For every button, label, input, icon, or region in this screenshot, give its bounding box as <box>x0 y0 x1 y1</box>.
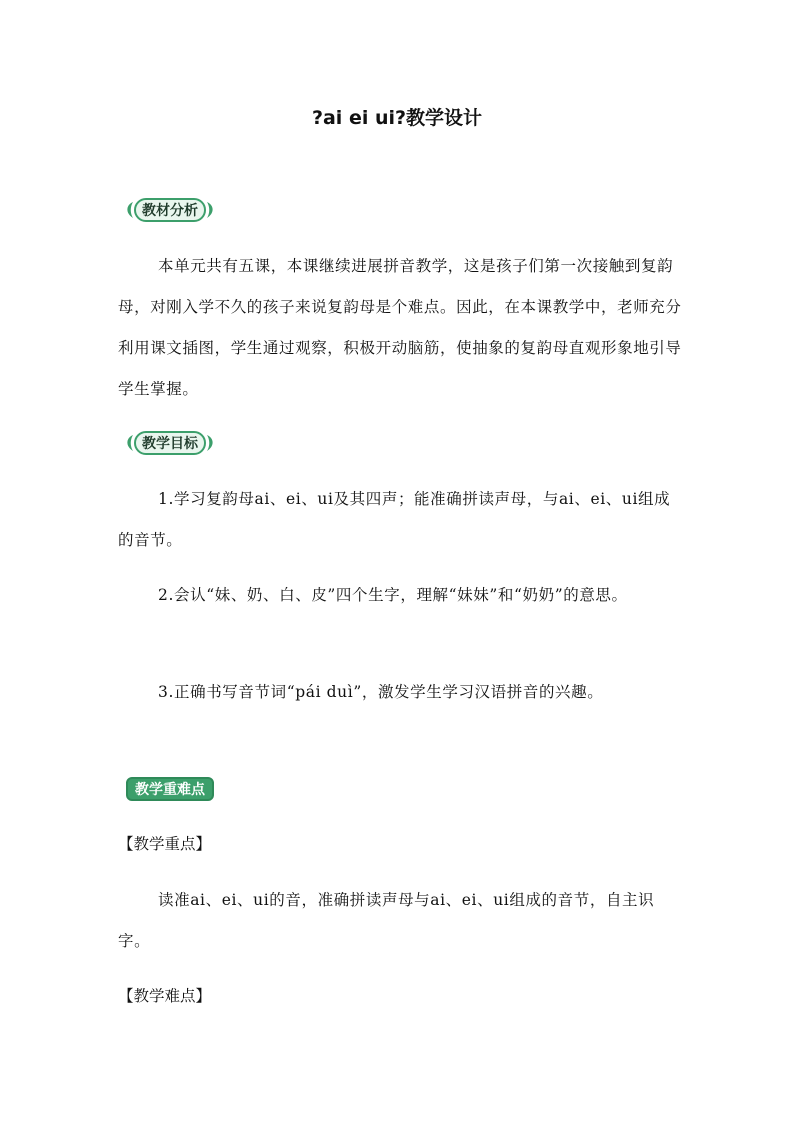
section-badge-goals <box>124 429 216 457</box>
difficulty-heading: 【教学难点】 <box>118 987 212 1005</box>
page-title: ?ai ei ui?教学设计 <box>311 107 483 129</box>
section-badge-key <box>126 775 214 803</box>
section-badge-label: 教学目标 <box>134 431 206 455</box>
focus-heading: 【教学重点】 <box>118 835 212 853</box>
leaf-right-icon <box>206 434 216 452</box>
goal-item-3: 3.正确书写音节词“pái duì”，激发学生学习汉语拼音的兴趣。 <box>158 683 604 701</box>
section-badge-label: 教学重难点 <box>126 777 214 801</box>
leaf-right-icon <box>206 201 216 219</box>
leaf-left-icon <box>124 201 134 219</box>
leaf-left-icon <box>124 434 134 452</box>
section-badge-label: 教材分析 <box>134 198 206 222</box>
section-badge-analysis <box>124 196 216 224</box>
goal-item-1: 1.学习复韵母ai、ei、ui及其四声；能准确拼读声母，与ai、ei、ui组成的音节。 <box>118 490 671 549</box>
analysis-paragraph: 本单元共有五课，本课继续进展拼音教学，这是孩子们第一次接触到复韵母，对刚入学不久的孩子来说复韵母是个难点。因此，在本课教学中，老师充分利用课文插图，学生通过观察，积极开动脑筋，使抽象的复韵母直观形象地引导学生掌握。 <box>118 257 682 398</box>
goal-item-2: 2.会认“妹、奶、白、皮”四个生字，理解“妹妹”和“奶奶”的意思。 <box>158 586 628 604</box>
focus-text: 读准ai、ei、ui的音，准确拼读声母与ai、ei、ui组成的音节，自主识字。 <box>118 891 655 950</box>
